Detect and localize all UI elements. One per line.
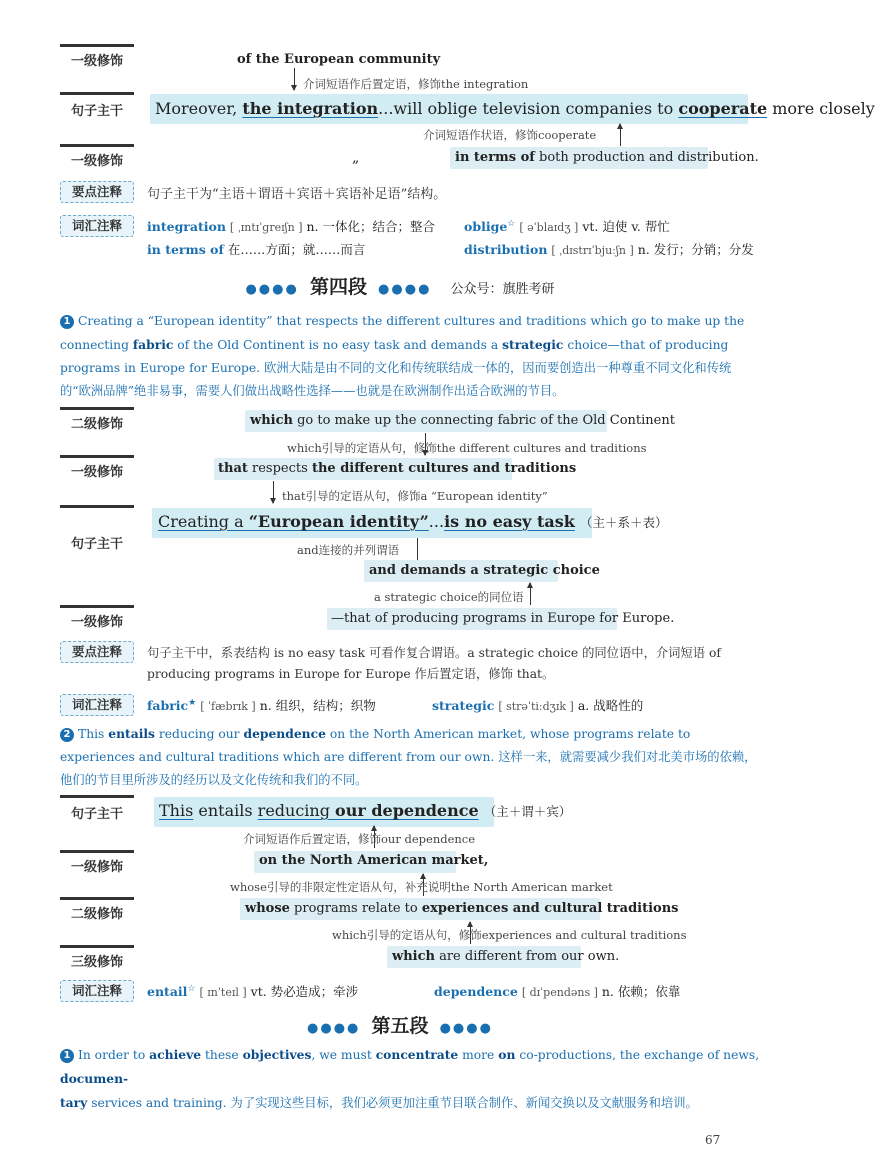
main-clause-subject: the integration [242,99,379,118]
decor-dots-icon: ●●●● [378,282,432,297]
keyword: entails [108,726,155,741]
label-level2-modifier: 二级修饰 [60,407,134,438]
page-number: 67 [705,1133,721,1147]
label-vocab: 词汇注释 [60,980,134,1002]
modifier-which-clause [250,413,675,428]
ellipsis-mark: „ [352,150,360,166]
modifier-rest: are different from our own. [434,949,620,964]
modifier-text: of the European community [237,52,441,67]
label-level1-modifier: 一级修饰 [60,44,134,75]
paragraph-english: these [201,1048,243,1062]
vocab-word: integration [147,219,226,234]
vocab-word: dependence [434,984,518,999]
vocab-definition: 在……方面；就……而言 [227,242,366,257]
paragraph-english: more [458,1048,499,1062]
modifier-in-terms-of [455,150,759,165]
modifier-bold: in terms of [455,150,535,165]
annotation-note: a strategic choice的同位语 [374,590,524,604]
paragraph-english: In order to [78,1048,150,1062]
annotation-note: 介词短语作后置定语，修饰the integration [303,77,529,91]
vocab-phonetic: [ ɪnˈteɪl ] [199,986,247,999]
vocab-entry [147,696,376,714]
vocab-phonetic: [ dɪˈpendəns ] [521,986,598,999]
key-note-text [147,643,721,685]
label-key-note: 要点注释 [60,641,134,663]
key-note-line: 句子主干中，系表结构 is no easy task 可看作复合谓语。a strategic choice 的同位语中，介词短语 of [147,646,721,660]
keyword: strategic [502,337,564,352]
modifier-rest: both production and distribution. [534,150,759,165]
decor-dots-icon: ●●●● [245,282,299,297]
coordinate-predicate: and demands a strategic choice [369,563,600,578]
label-level1-modifier: 一级修饰 [60,144,134,175]
paragraph-english: co-productions, the exchange of news, [515,1048,760,1062]
section-heading-4 [0,272,800,299]
down-arrow-icon [273,481,274,503]
main-clause-object-head: our dependence [335,801,479,820]
modifier-bold: whose [245,901,290,916]
structure-tag: （主＋系＋表） [579,515,668,530]
structure-tag: （主＋谓＋宾） [483,804,572,819]
main-clause-middle: ... [428,512,445,531]
label-main-clause: 句子主干 [60,505,134,580]
paragraph-chinese: 这样一来，就需要减少我们对北美市场的依赖，他们的节目里所涉及的经历以及文化传统和我们的不同。 [60,750,757,787]
modifier-bold: that [218,461,248,476]
vocab-entry [147,982,358,1000]
modifier-bold: which [392,949,435,964]
star-icon: ☆ [507,218,516,229]
paragraph-chinese: 为了实现这些目标，我们必须更加注重节目联合制作、新闻交换以及文献服务和培训。 [230,1096,698,1110]
star-icon: ☆ [187,983,196,994]
main-clause-verb: cooperate [678,99,768,118]
annotation-note: and连接的并列谓语 [297,543,400,557]
paragraph-2 [60,722,760,792]
annotation-note: that引导的定语从句，修饰a “European identity” [282,489,548,503]
vocab-entry [434,982,680,1000]
connector-line [417,538,418,560]
keyword: fabric [132,337,174,352]
modifier-rest: go to make up the connecting fabric of the Old Continent [292,413,675,428]
main-clause-verb: entails [193,801,258,820]
keyword: on [498,1047,516,1062]
keyword: documen- [60,1071,129,1086]
paragraph-chinese: 欧洲大陆是由不同的文化和传统联结成一体的，因而要创造出一种尊重不同文化和传统的“欧洲品牌”绝非易事，需要人们做出战略性选择——也就是在欧洲制作出适合欧洲的节目。 [60,361,732,398]
vocab-definition: n. 组织，结构；织物 [259,698,376,713]
paragraph-number-badge: 1 [60,315,74,329]
paragraph-3 [60,1043,760,1115]
label-level2-modifier: 二级修饰 [60,897,134,928]
label-key-note: 要点注释 [60,181,134,203]
main-clause-object: reducing [257,801,336,820]
main-clause-subject: This [159,801,194,820]
modifier-bold: the different cultures and traditions [311,461,577,476]
annotation-note: 介词短语作后置定语，修饰our dependence [243,832,476,846]
annotation-note: whose引导的非限定性定语从句，补充说明the North American market [230,880,613,894]
label-level1-modifier: 一级修饰 [60,455,134,486]
vocab-entry [147,217,435,235]
main-clause-predicate: is no easy task [444,512,575,531]
label-level1-modifier: 一级修饰 [60,850,134,881]
key-note-text: 句子主干为“主语＋谓语＋宾语＋宾语补足语”结构。 [147,187,447,202]
up-arrow-icon [620,124,621,146]
vocab-entry [432,696,643,714]
paragraph-english: This [78,727,109,741]
vocab-word: distribution [464,242,548,257]
vocab-definition: n. 发行；分销；分发 [637,242,754,257]
label-vocab: 词汇注释 [60,215,134,237]
decor-dots-icon: ●●●● [439,1021,493,1036]
modifier-which-clause [392,949,619,964]
main-clause-prefix: Moreover, [155,99,243,118]
watermark-text: 公众号：旗胜考研 [450,282,555,297]
vocab-word: entail [147,984,188,999]
main-clause-subject: “European identity” [248,512,429,531]
main-clause-prefix: Creating a [158,512,249,531]
decor-dots-icon: ●●●● [307,1021,361,1036]
vocab-entry [464,217,670,235]
modifier-bold: which [250,413,293,428]
paragraph-english: Creating a “European identity” that respects the different cultures and traditions which go to make up the connecting [60,314,745,352]
modifier-rest: programs relate to [289,901,422,916]
modifier-whose-clause [245,901,678,916]
label-main-clause: 句子主干 [60,795,134,830]
appositive-phrase: —that of producing programs in Europe for Europe. [331,611,675,626]
down-arrow-icon [294,68,295,90]
paragraph-english: choice—that of producing programs in Europe for Europe. [60,338,729,375]
main-clause-middle: ...will oblige television companies to [378,99,679,118]
modifier-on-market: on the North American market, [259,853,489,868]
vocab-definition: n. 依赖；依靠 [601,984,681,999]
paragraph-1 [60,310,760,403]
keyword: tary [60,1095,88,1110]
vocab-definition: n. 一体化；结合；整合 [306,219,435,234]
up-arrow-icon [530,583,531,605]
paragraph-english: reducing our [154,727,244,741]
paragraph-english: of the Old Continent is no easy task and demands a [173,338,503,352]
label-level1-modifier: 一级修饰 [60,605,134,636]
modifier-bold: experiences and cultural traditions [421,901,679,916]
annotation-note: 介词短语作状语，修饰cooperate [423,128,597,142]
vocab-definition: vt. 势必造成；牵涉 [250,984,359,999]
main-clause-sentence [159,801,571,820]
vocab-entry [464,240,754,258]
section-title: 第五段 [371,1015,429,1037]
vocab-phonetic: [ ˌɪntɪˈgreɪʃn ] [229,221,303,234]
label-level3-modifier: 三级修饰 [60,945,134,976]
modifier-rest: respects [247,461,312,476]
keyword: achieve [149,1047,202,1062]
vocab-definition: vt. 迫使 v. 帮忙 [582,219,670,234]
modifier-of-european-community [237,52,440,67]
keyword: dependence [243,726,326,741]
vocab-entry [147,240,365,258]
main-clause-suffix: more closely [767,99,875,118]
star-icon: ★ [188,697,197,708]
keyword: concentrate [375,1047,459,1062]
paragraph-english: on the North American market, whose programs relate to experiences and cultural traditions which are different from our own. [60,727,691,764]
main-clause-sentence [158,512,667,531]
paragraph-english: services and training. [87,1096,227,1110]
vocab-word: strategic [432,698,495,713]
modifier-that-clause [218,461,576,476]
label-main-clause: 句子主干 [60,92,134,127]
vocab-phonetic: [ ˌdɪstrɪˈbjuːʃn ] [551,244,634,257]
vocab-phonetic: [ strəˈtiːdʒɪk ] [498,700,574,713]
section-title: 第四段 [309,276,367,298]
paragraph-english: , we must [311,1048,376,1062]
paragraph-number-badge: 1 [60,1049,74,1063]
label-vocab: 词汇注释 [60,694,134,716]
vocab-word: fabric [147,698,189,713]
keyword: objectives [242,1047,312,1062]
paragraph-number-badge: 2 [60,728,74,742]
section-heading-5 [0,1011,800,1038]
annotation-note: which引导的定语从句，修饰the different cultures and traditions [287,441,647,455]
vocab-phonetic: [ ˈfæbrɪk ] [200,700,256,713]
main-clause-sentence [155,99,875,118]
key-note-line: producing programs in Europe for Europe 作后置定语，修饰 that。 [147,667,555,681]
vocab-word: oblige [464,219,508,234]
vocab-word: in terms of [147,242,224,257]
vocab-definition: a. 战略性的 [577,698,644,713]
vocab-phonetic: [ əˈblaɪdʒ ] [519,221,579,234]
annotation-note: which引导的定语从句，修饰experiences and cultural traditions [332,928,687,942]
